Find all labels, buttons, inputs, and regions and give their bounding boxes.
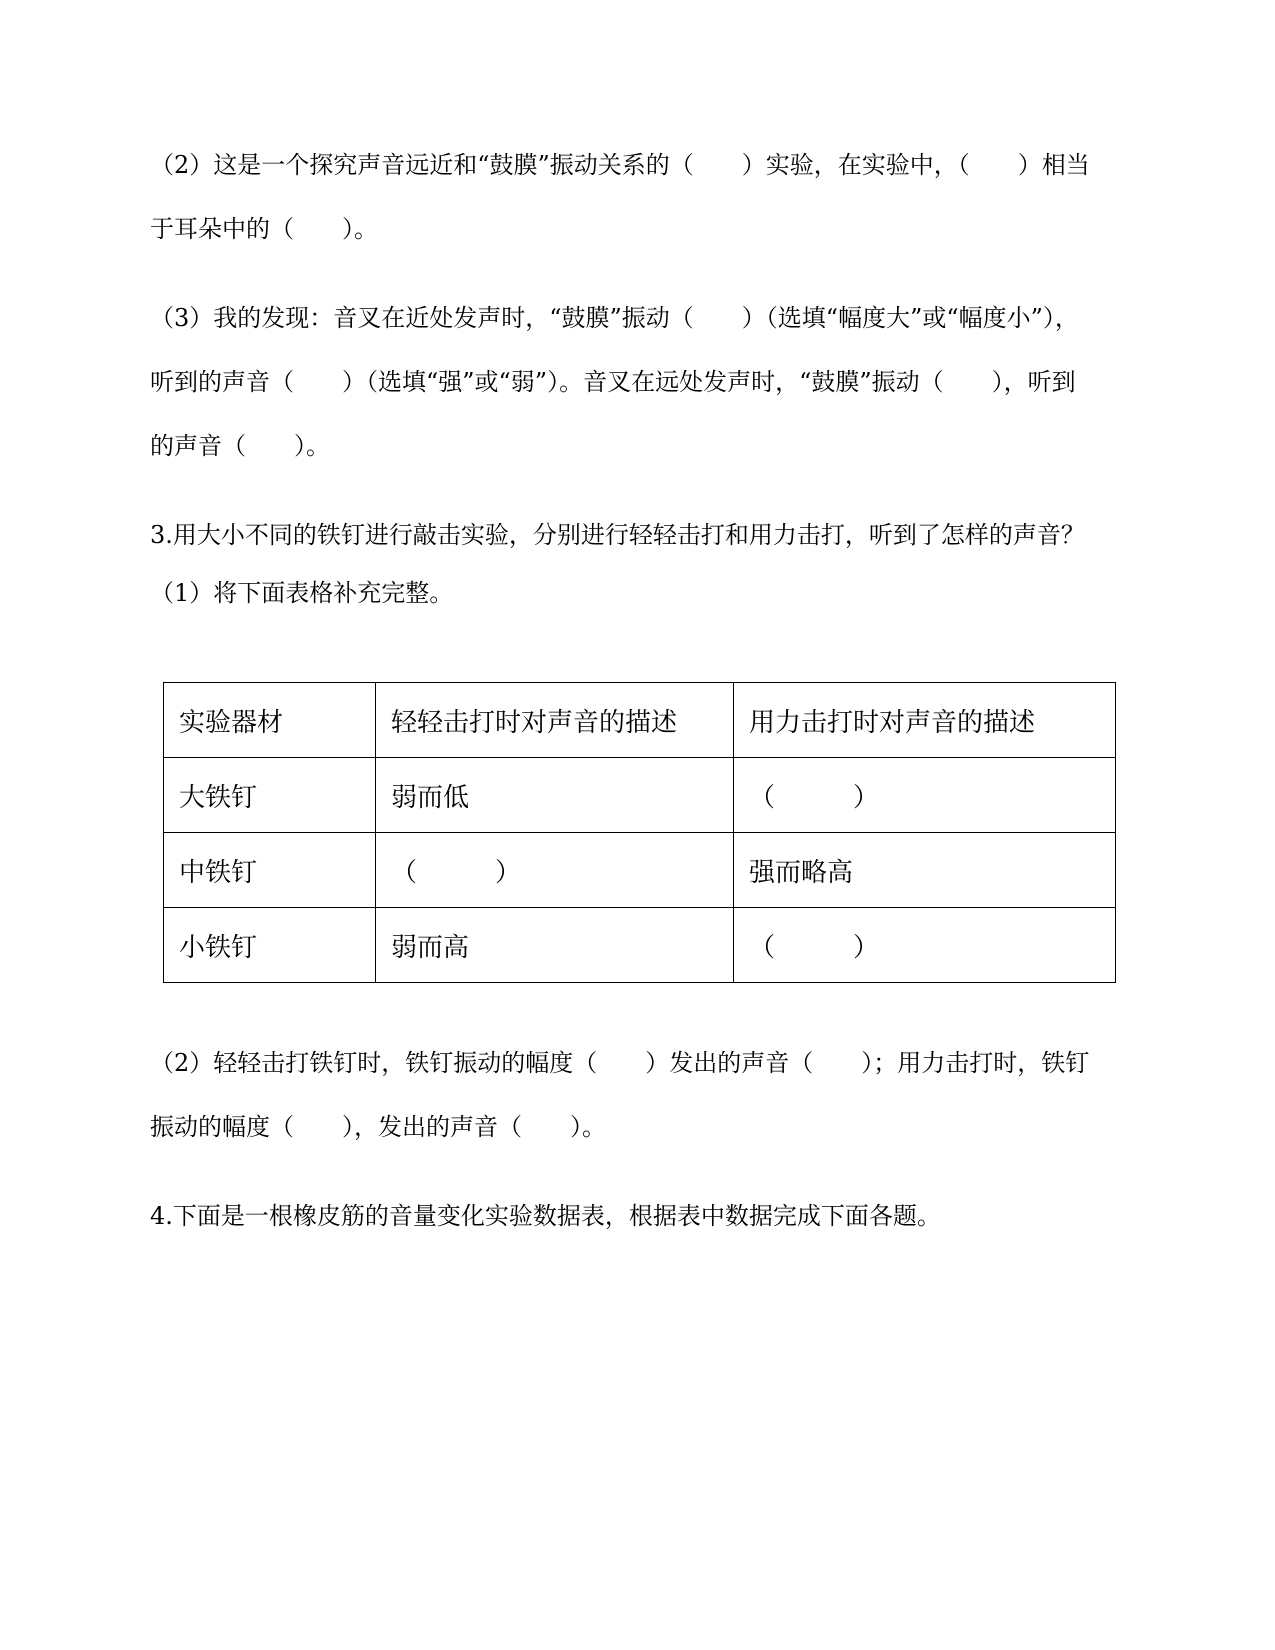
table-row <box>164 833 1116 908</box>
table-header-cell: 轻轻击打时对声音的描述 <box>376 683 734 758</box>
table-cell: 弱而高 <box>376 908 734 983</box>
table-cell: 强而略高 <box>734 833 1116 908</box>
table-cell: 大铁钉 <box>164 758 376 833</box>
table-cell-blank[interactable]: （ ） <box>734 908 1116 983</box>
question-3-2-line-1: （2）轻轻击打铁钉时，铁钉振动的幅度（ ）发出的声音（ ）；用力击打时，铁钉 <box>150 1049 1090 1077</box>
table-header-cell: 用力击打时对声音的描述 <box>734 683 1116 758</box>
table-cell-blank[interactable]: （ ） <box>734 758 1116 833</box>
table-row <box>164 908 1116 983</box>
question-3-1: （1）将下面表格补充完整。 <box>150 579 454 607</box>
question-3-2-line-2: 振动的幅度（ ），发出的声音（ ）。 <box>150 1113 606 1141</box>
table-cell: 小铁钉 <box>164 908 376 983</box>
table-row <box>164 758 1116 833</box>
table-cell: 弱而低 <box>376 758 734 833</box>
question-4-title: 4.下面是一根橡皮筋的音量变化实验数据表，根据表中数据完成下面各题。 <box>150 1202 941 1230</box>
question-2-3-line-3: 的声音（ ）。 <box>150 432 330 460</box>
table-cell-blank[interactable]: （ ） <box>376 833 734 908</box>
question-3-title: 3.用大小不同的铁钉进行敲击实验，分别进行轻轻击打和用力击打，听到了怎样的声音？ <box>150 521 1085 549</box>
nail-experiment-table <box>163 682 1116 983</box>
question-2-3-line-1: （3）我的发现：音叉在近处发声时，“鼓膜”振动（ ）（选填“幅度大”或“幅度小”）， <box>150 304 1079 332</box>
question-2-2-line-1: （2）这是一个探究声音远近和“鼓膜”振动关系的（ ）实验，在实验中，（ ）相当 <box>150 151 1090 179</box>
table-header-row <box>164 683 1116 758</box>
question-2-3-line-2: 听到的声音（ ）（选填“强”或“弱”）。音叉在远处发声时，“鼓膜”振动（ ），听到 <box>150 368 1076 396</box>
table-cell: 中铁钉 <box>164 833 376 908</box>
question-2-2-line-2: 于耳朵中的（ ）。 <box>150 215 378 243</box>
table-header-cell: 实验器材 <box>164 683 376 758</box>
